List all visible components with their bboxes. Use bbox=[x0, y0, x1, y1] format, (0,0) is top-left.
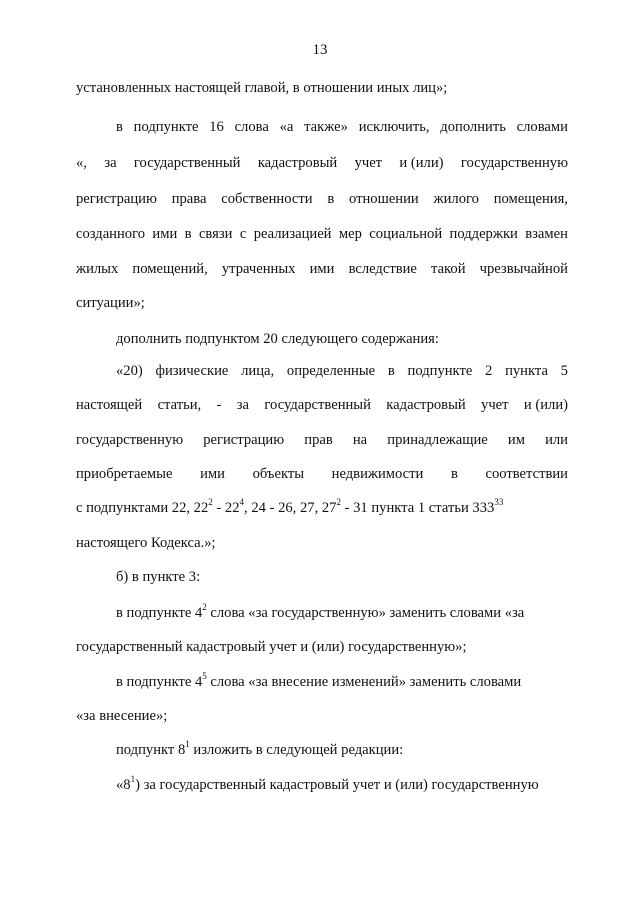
text-line-2 bbox=[116, 118, 568, 136]
word: ими bbox=[152, 226, 178, 242]
text-line-20: подпункт $8^1$ изложить в следующей редакции: bbox=[116, 739, 404, 758]
text-line-10 bbox=[76, 396, 568, 414]
text-line-17: государственный кадастровый учет и (или) государственную»; bbox=[76, 639, 467, 655]
word: регистрацию bbox=[76, 191, 157, 207]
word: ими bbox=[200, 466, 225, 482]
word: регистрацию bbox=[203, 432, 285, 448]
word: учет bbox=[354, 155, 383, 171]
word: утраченных bbox=[221, 261, 296, 277]
text-line-8: дополнить подпунктом 20 следующего содержания: bbox=[116, 331, 439, 347]
word: в bbox=[327, 191, 335, 207]
word: в bbox=[387, 363, 395, 379]
word: на bbox=[352, 432, 368, 448]
word: помещений, bbox=[132, 261, 208, 277]
text-line-21: «$8^1$) за государственный кадастровый учет и (или) государственную bbox=[116, 774, 539, 793]
word: также» bbox=[304, 119, 348, 135]
text-line-16: в подпункте $4^2$ слова «за государственную» заменить словами «за bbox=[116, 602, 525, 621]
word: и (или) bbox=[399, 155, 444, 171]
word: мер bbox=[338, 226, 362, 242]
word: взамен bbox=[525, 226, 568, 242]
word: в bbox=[184, 226, 192, 242]
text-line-11 bbox=[76, 431, 568, 449]
word: отношении bbox=[349, 191, 419, 207]
word: подпункте bbox=[407, 363, 473, 379]
word: физические bbox=[155, 363, 229, 379]
text-line-18: в подпункте $4^5$ слова «за внесение изменений» заменить словами bbox=[116, 671, 522, 690]
word: настоящей bbox=[76, 397, 143, 413]
text-line-19: «за внесение»; bbox=[76, 708, 168, 724]
text-line-7: ситуации»; bbox=[76, 295, 145, 311]
word: учет bbox=[481, 397, 509, 413]
text-line-14: настоящего Кодекса.»; bbox=[76, 535, 216, 551]
word: дополнить bbox=[440, 119, 506, 135]
word: словами bbox=[516, 119, 568, 135]
word: им bbox=[507, 432, 525, 448]
word: государственный bbox=[133, 155, 241, 171]
word: в bbox=[116, 119, 123, 135]
word: 16 bbox=[209, 119, 224, 135]
word: жилых bbox=[76, 261, 119, 277]
word: подпункте bbox=[133, 119, 199, 135]
word: прав bbox=[304, 432, 333, 448]
word: и (или) bbox=[523, 397, 568, 413]
word: вследствие bbox=[348, 261, 417, 277]
word: соответствии bbox=[485, 466, 568, 482]
word: исключить, bbox=[358, 119, 430, 135]
word: собственности bbox=[221, 191, 313, 207]
word: права bbox=[171, 191, 207, 207]
word: кадастровый bbox=[386, 397, 466, 413]
word: приобретаемые bbox=[76, 466, 173, 482]
text-line-6 bbox=[76, 260, 568, 278]
word: 2 bbox=[485, 363, 493, 379]
word: такой bbox=[431, 261, 466, 277]
word: государственную bbox=[460, 155, 568, 171]
word: слова bbox=[234, 119, 269, 135]
word: связи bbox=[198, 226, 233, 242]
word: государственный bbox=[264, 397, 371, 413]
word: чрезвычайной bbox=[479, 261, 568, 277]
word: «20) bbox=[116, 363, 143, 379]
word: кадастровый bbox=[257, 155, 338, 171]
text-line-5 bbox=[76, 225, 568, 243]
word: государственную bbox=[76, 432, 184, 448]
text-line-4 bbox=[76, 190, 568, 208]
word: помещения, bbox=[493, 191, 568, 207]
word: «а bbox=[279, 119, 294, 135]
word: за bbox=[236, 397, 250, 413]
page-number: 13 bbox=[312, 42, 328, 58]
word: в bbox=[450, 466, 458, 482]
word: определенные bbox=[286, 363, 376, 379]
text-line-9 bbox=[116, 362, 568, 380]
word: недвижимости bbox=[331, 466, 424, 482]
word: ими bbox=[309, 261, 335, 277]
text-line-1: установленных настоящей главой, в отношении иных лиц»; bbox=[76, 80, 448, 96]
word: реализацией bbox=[253, 226, 332, 242]
word: 5 bbox=[560, 363, 568, 379]
word: «, bbox=[76, 155, 87, 171]
word: или bbox=[545, 432, 568, 448]
word: за bbox=[104, 155, 117, 171]
word: пункта bbox=[505, 363, 548, 379]
word: - bbox=[216, 397, 222, 413]
word: социальной bbox=[369, 226, 443, 242]
text-line-15: б) в пункте 3: bbox=[116, 569, 201, 585]
word: объекты bbox=[252, 466, 305, 482]
word: статьи, bbox=[157, 397, 202, 413]
word: лица, bbox=[241, 363, 275, 379]
word: принадлежащие bbox=[387, 432, 488, 448]
word: поддержки bbox=[449, 226, 518, 242]
word: с bbox=[239, 226, 247, 242]
word: жилого bbox=[433, 191, 479, 207]
text-line-12 bbox=[76, 465, 568, 483]
word: созданного bbox=[76, 226, 146, 242]
text-line-3 bbox=[76, 154, 568, 172]
text-line-13: с подпунктами 22, $22^2 - 22^4$, 24 - 26, 27, $27^2 - 31$ пункта 1 статьи $333^{33}$ bbox=[76, 497, 504, 516]
